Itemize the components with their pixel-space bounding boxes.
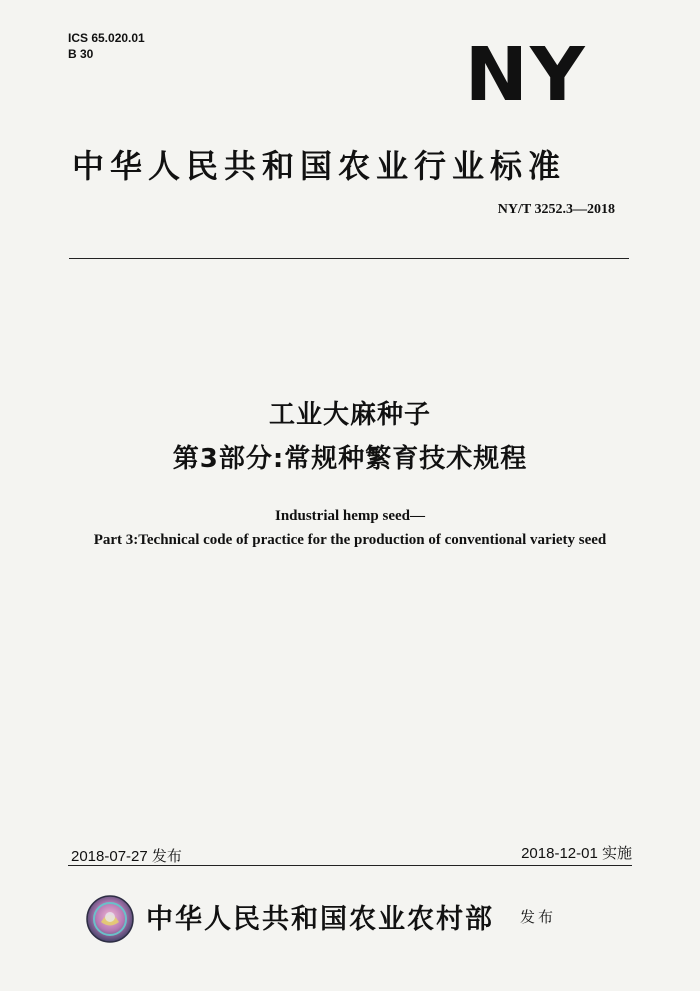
issue-date: 2018-07-27 发布: [71, 848, 182, 865]
ministry-name: 中华人民共和国农业农村部: [146, 904, 494, 935]
chinese-title-line1: 工业大麻种子: [268, 400, 431, 430]
classification-block: [68, 30, 145, 62]
chinese-title: [0, 393, 700, 481]
english-title-line1: Industrial hemp seed—: [274, 508, 426, 524]
footer-divider: [68, 865, 632, 866]
standard-number: NY/T 3252.3—2018: [497, 202, 615, 217]
release-label: 发布: [520, 908, 557, 926]
ministry-emblem-icon: [86, 895, 134, 943]
ny-logo: NY: [464, 32, 587, 118]
english-title-line2: Part 3:Technical code of practice for the production of conventional variety seed: [93, 532, 607, 548]
ics-code: ICS 65.020.01: [68, 31, 145, 45]
ccs-code: B 30: [68, 47, 94, 61]
chinese-title-line2: 第3部分:常规种繁育技术规程: [172, 444, 528, 474]
english-title: [0, 504, 700, 552]
header-divider: [69, 258, 629, 259]
standard-title: 中华人民共和国农业行业标准: [72, 147, 567, 185]
implementation-date: 2018-12-01 实施: [521, 845, 632, 862]
